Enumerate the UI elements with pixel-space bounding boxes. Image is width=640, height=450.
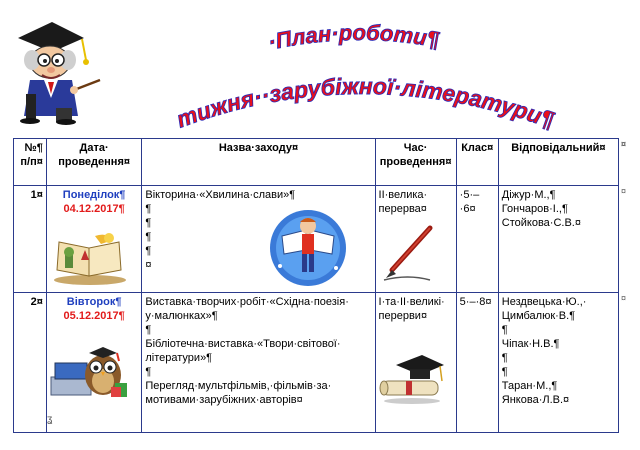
row-num: 1¤ [14,186,47,293]
table-row [14,186,619,293]
header-num: №¶ п/п¤ [14,139,47,186]
svg-text:·План·роботи¶ [266,20,441,55]
svg-text:тижня··зарубіжної·літератури¶ [173,73,558,133]
header-event: Назва·заходу¤ [142,139,375,186]
header-class: Клас¤ [456,139,498,186]
row-date [46,186,142,293]
date-value: 04.12.2017¶ [63,203,125,215]
plan-table [13,138,626,433]
row-end-mark: ¤ [620,186,626,196]
row-date [46,293,142,433]
row-class: 5·–·8¤ [456,293,498,433]
graduation-cap-diploma-icon [378,351,446,407]
day-name: Понеділок¶ [62,189,126,201]
date-value: 05.12.2017¶ [63,310,125,322]
quill-pen-icon [382,224,434,282]
row-event: Виставка·творчих·робіт·«Східна·поезія· у·малюнках»¶ ¶ Бібліотечна·виставка·«Твори·світової· літератури»¶ ¶ Перегляд·мультфільмів,·фільмів·за· мотивами·зарубіжних·авторів¤ [142,293,375,433]
owl-with-laptop-icon [49,341,129,401]
title-line-2: тижня··зарубіжної·літератури¶ [172,72,558,133]
open-book-icon [51,230,129,286]
row-num: 2¤ [14,293,47,433]
row-time: І·та·ІІ·великі· перерви¤ [375,293,456,433]
header-time: Час· проведення¤ [375,139,456,186]
row-responsible: Діжур·М.,¶ Гончаров·І.,¶ Стойкова·С.В.¤ ¤ [498,186,618,293]
row-time: ІІ·велика· перерва¤ [375,186,456,293]
professor-clipart-icon [4,8,104,126]
row-class: ·5·–·6¤ [456,186,498,293]
header-responsible: Відповідальний¤ ¤ [498,139,618,186]
cell-mark: ʓ [46,414,53,425]
header-date: Дата· проведення¤ [46,139,142,186]
page-title [150,20,570,140]
row-end-mark: ¤ [620,293,626,303]
row-responsible: Нездвецька·Ю.,· Цимбалюк·В.¶ ¶ Чіпак·Н.В.¶ ¶ ¶ Таран·М.,¶ Янкова·Л.В.¤ ¤ [498,293,618,433]
page-header [0,0,640,140]
title-line-1: ·План·роботи¶ [265,20,442,55]
row-end-mark: ¤ [620,139,626,149]
reading-boy-icon [262,206,354,288]
table-row [14,293,619,433]
row-event: Вікторина·«Хвилина·слави»¶ ¶ ¶ ¶ ¶ ¤ [142,186,375,293]
day-name: Вівторок¶ [66,296,122,308]
table-header-row [14,139,619,186]
